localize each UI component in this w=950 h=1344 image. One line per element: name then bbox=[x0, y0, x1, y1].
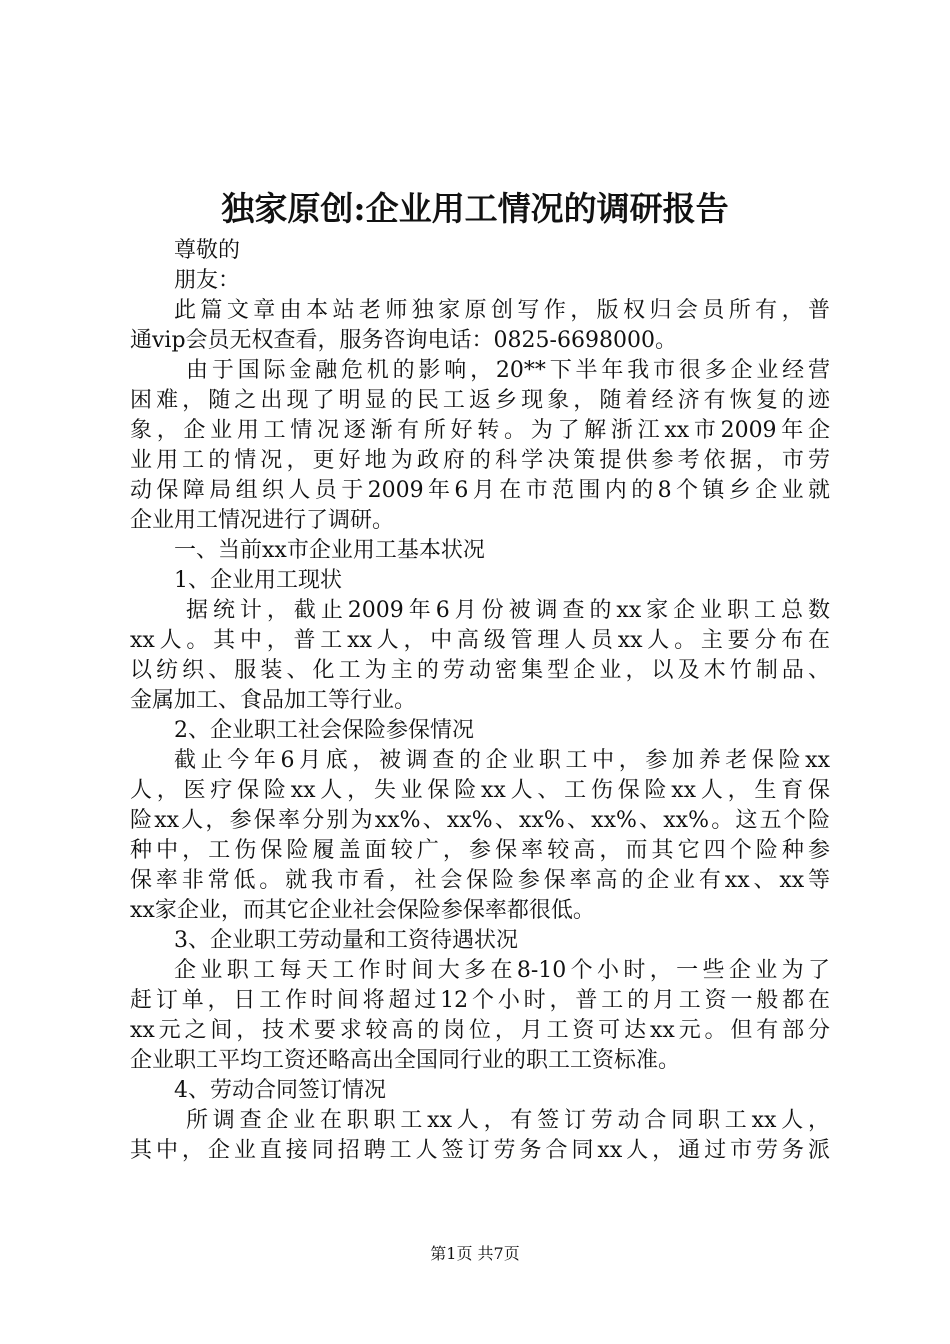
document-title: 独家原创:企业用工情况的调研报告 bbox=[221, 189, 729, 228]
section-heading: 一、当前xx市企业用工基本状况 bbox=[174, 538, 485, 563]
paragraph-line: 所调查企业在职职工xx人，有签订劳动合同职工xx人， bbox=[186, 1108, 830, 1133]
paragraph-line: 以纺织、服装、化工为主的劳动密集型企业，以及木竹制品、 bbox=[130, 658, 830, 683]
paragraph-line: 象，企业用工情况逐渐有所好转。为了解浙江xx市2009年企 bbox=[130, 418, 830, 443]
paragraph-line: xx元之间，技术要求较高的岗位，月工资可达xx元。但有部分 bbox=[130, 1018, 830, 1043]
paragraph-line: 企业用工情况进行了调研。 bbox=[130, 508, 395, 533]
subsection-heading: 3、企业职工劳动量和工资待遇状况 bbox=[174, 928, 518, 953]
subsection-heading: 2、企业职工社会保险参保情况 bbox=[174, 718, 474, 743]
paragraph-line: 人，医疗保险xx人，失业保险xx人、工伤保险xx人，生育保 bbox=[130, 778, 830, 803]
paragraph-line: 种中，工伤保险履盖面较广，参保率较高，而其它四个险种参 bbox=[130, 838, 830, 863]
salutation-line-1: 尊敬的 bbox=[174, 238, 241, 263]
page-number-footer: 第1页 共7页 bbox=[430, 1244, 520, 1263]
salutation-line-2: 朋友： bbox=[174, 268, 241, 293]
paragraph-line: 通vip会员无权查看，服务咨询电话：0825-6698000。 bbox=[130, 328, 677, 353]
paragraph-line: 由于国际金融危机的影响，20**下半年我市很多企业经营 bbox=[186, 358, 830, 383]
paragraph-line: 保率非常低。就我市看，社会保险参保率高的企业有xx、xx等 bbox=[130, 868, 830, 893]
paragraph-line: 困难，随之出现了明显的民工返乡现象，随着经济有恢复的迹 bbox=[130, 388, 830, 413]
paragraph-line: 此篇文章由本站老师独家原创写作，版权归会员所有，普 bbox=[174, 298, 830, 323]
paragraph-line: 动保障局组织人员于2009年6月在市范围内的8个镇乡企业就 bbox=[130, 478, 830, 503]
subsection-heading: 4、劳动合同签订情况 bbox=[174, 1078, 386, 1103]
paragraph-line: 企业职工每天工作时间大多在8-10个小时，一些企业为了 bbox=[174, 958, 830, 983]
paragraph-line: 企业职工平均工资还略高出全国同行业的职工工资标准。 bbox=[130, 1048, 681, 1073]
paragraph-line: 业用工的情况，更好地为政府的科学决策提供参考依据，市劳 bbox=[130, 448, 830, 473]
subsection-heading: 1、企业用工现状 bbox=[174, 568, 342, 593]
paragraph-line: 据统计，截止2009年6月份被调查的xx家企业职工总数 bbox=[186, 598, 830, 623]
paragraph-line: xx家企业，而其它企业社会保险参保率都很低。 bbox=[130, 898, 595, 923]
paragraph-line: xx人。其中，普工xx人，中高级管理人员xx人。主要分布在 bbox=[130, 628, 830, 653]
paragraph-line: 其中，企业直接同招聘工人签订劳务合同xx人，通过市劳务派 bbox=[130, 1138, 830, 1163]
paragraph-line: 截止今年6月底，被调查的企业职工中，参加养老保险xx bbox=[174, 748, 830, 773]
paragraph-line: 险xx人，参保率分别为xx%、xx%、xx%、xx%、xx%。这五个险 bbox=[130, 808, 830, 833]
paragraph-line: 金属加工、食品加工等行业。 bbox=[130, 688, 417, 713]
paragraph-line: 赶订单，日工作时间将超过12个小时，普工的月工资一般都在 bbox=[130, 988, 830, 1013]
document-body bbox=[130, 236, 830, 1166]
